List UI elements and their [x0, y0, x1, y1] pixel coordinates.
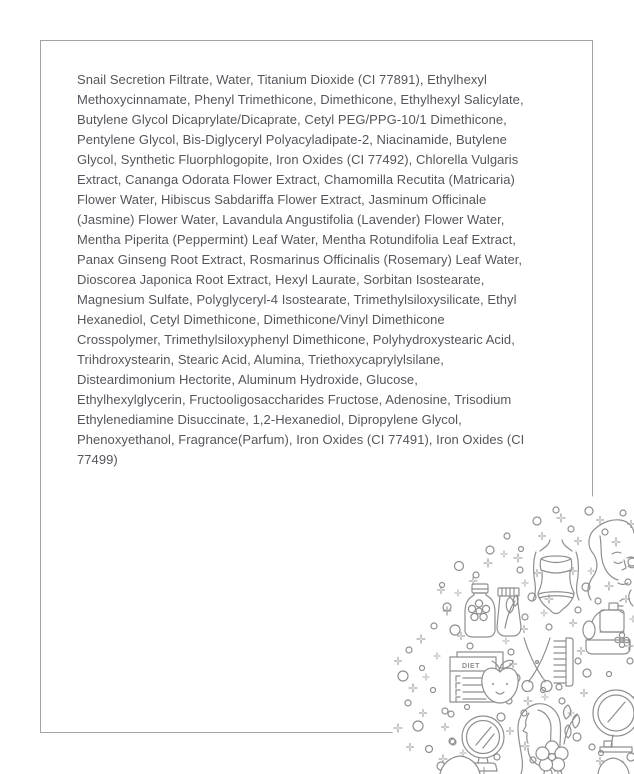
ingredients-line: Snail Secretion Filtrate, Water, Titanium Dioxide (CI 77891), Ethylhexyl	[77, 72, 487, 87]
ingredients-line: Mentha Piperita (Peppermint) Leaf Water, Mentha Rotundifolia Leaf Extract,	[77, 232, 516, 247]
ingredients-line: Ethylenediamine Disuccinate, 1,2-Hexanediol, Dipropylene Glycol,	[77, 412, 462, 427]
ingredients-line: Flower Water, Hibiscus Sabdariffa Flower Extract, Jasminum Officinale	[77, 192, 487, 207]
ingredients-line: Pentylene Glycol, Bis-Diglyceryl Polyacyladipate-2, Niacinamide, Butylene	[77, 132, 507, 147]
ingredients-line: Phenoxyethanol, Fragrance(Parfum), Iron Oxides (CI 77491), Iron Oxides (CI	[77, 432, 525, 447]
ingredients-line: Magnesium Sulfate, Polyglyceryl-4 Isostearate, Trimethylsiloxysilicate, Ethyl	[77, 292, 517, 307]
ingredients-line: Disteardimonium Hectorite, Aluminum Hydroxide, Glucose,	[77, 372, 418, 387]
ingredients-line: Panax Ginseng Root Extract, Rosmarinus Officinalis (Rosemary) Leaf Water,	[77, 252, 523, 267]
ingredients-line: Glycol, Synthetic Fluorphlogopite, Iron Oxides (CI 77492), Chlorella Vulgaris	[77, 152, 519, 167]
ingredients-line: Trihdroxystearin, Stearic Acid, Alumina, Triethoxycaprylylsilane,	[77, 352, 444, 367]
ingredients-line: Dioscorea Japonica Root Extract, Hexyl Laurate, Sorbitan Isostearate,	[77, 272, 485, 287]
beauty-icons-illustration	[380, 490, 634, 774]
ingredients-line: Extract, Cananga Odorata Flower Extract, Chamomilla Recutita (Matricaria)	[77, 172, 515, 187]
ingredients-line: 77499)	[77, 452, 118, 467]
ingredients-line: (Jasmine) Flower Water, Lavandula Angustifolia (Lavender) Flower Water,	[77, 212, 505, 227]
ingredients-line: Methoxycinnamate, Phenyl Trimethicone, Dimethicone, Ethylhexyl Salicylate,	[77, 92, 524, 107]
ingredients-line: Hexanediol, Cetyl Dimethicone, Dimethicone/Vinyl Dimethicone	[77, 312, 445, 327]
ingredients-text	[77, 70, 582, 470]
ingredients-line: Ethylhexylglycerin, Fructooligosaccharides Fructose, Adenosine, Trisodium	[77, 392, 512, 407]
diet-label: DIET	[462, 663, 480, 670]
ingredients-line: Butylene Glycol Dicaprylate/Dicaprate, Cetyl PEG/PPG-10/1 Dimethicone,	[77, 112, 507, 127]
ingredients-line: Crosspolymer, Trimethylsiloxyphenyl Dimethicone, Polyhydroxystearic Acid,	[77, 332, 515, 347]
